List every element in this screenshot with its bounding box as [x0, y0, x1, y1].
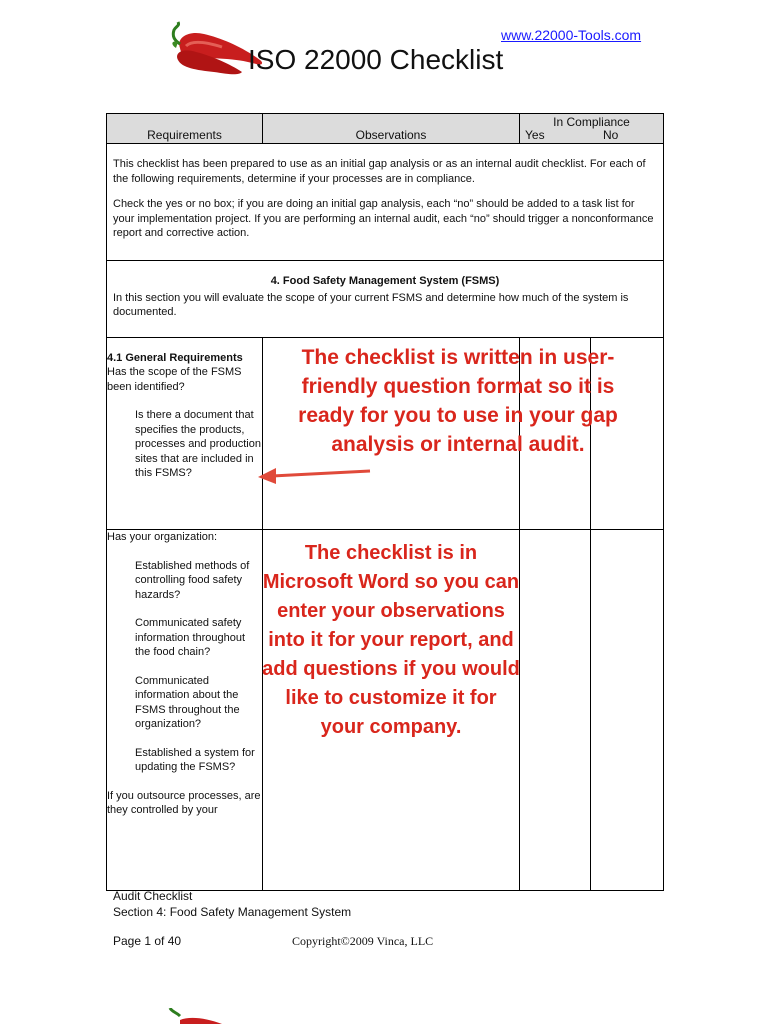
section-description: In this section you will evaluate the scope of your current FSMS and determine how much of the system is documented.: [113, 292, 629, 318]
page-title: ISO 22000 Checklist: [248, 44, 504, 75]
requirement-lead: Has your organization:: [107, 531, 218, 543]
checklist-table: [106, 113, 664, 891]
yes-cell[interactable]: [520, 530, 591, 891]
footer-copyright: Copyright©2009 Vinca, LLC: [292, 934, 434, 948]
observations-header-label: Observations: [355, 128, 427, 142]
footer-page-number: Page 1 of 40: [113, 934, 182, 948]
callout-question-format: The checklist is written in user-friendly question format so it is ready for you to use in your gap analysis or internal audit.: [298, 346, 618, 456]
requirements-header-label: Requirements: [147, 128, 222, 142]
site-link[interactable]: www.22000-Tools.com: [501, 27, 642, 43]
intro-row: [107, 144, 664, 261]
intro-cell: [107, 144, 664, 261]
arrow-left-icon: [256, 462, 372, 486]
requirement-cell: [107, 338, 263, 530]
table-header-row: [107, 114, 664, 144]
requirement-heading: 4.1 General Requirements: [107, 352, 243, 364]
section-title: 4. Food Safety Management System (FSMS): [270, 275, 500, 287]
compliance-header-label: In Compliance: [553, 115, 630, 129]
footer-section: Section 4: Food Safety Management System: [113, 905, 352, 919]
requirement-cell: [107, 530, 263, 891]
section-cell: [107, 261, 664, 338]
yes-header-label: Yes: [525, 128, 545, 142]
requirement-item: Established methods of controlling food safety hazards?: [135, 559, 250, 601]
observations-header: [263, 114, 520, 144]
requirement-sub-question: Is there a document that specifies the products, processes and production sites that are included in this FSMS?: [135, 409, 261, 479]
requirement-question: Has the scope of the FSMS been identified?: [107, 366, 242, 393]
no-cell[interactable]: [591, 530, 664, 891]
requirements-header: [107, 114, 263, 144]
requirement-item: Established a system for updating the FSMS?: [135, 746, 255, 773]
requirement-trailing: If you outsource processes, are they controlled by your: [107, 789, 261, 816]
intro-paragraph-1: This checklist has been prepared to use as an initial gap analysis or as an internal audit checklist. For each of the following requirements, determine if your processes are in compliance.: [113, 158, 646, 185]
section-row: [107, 261, 664, 338]
no-header-label: No: [603, 128, 619, 142]
footer-audit-checklist: Audit Checklist: [113, 889, 193, 903]
next-page-preview: [0, 1006, 768, 1024]
intro-paragraph-2: Check the yes or no box; if you are doing an initial gap analysis, each “no” should be added to a task list for your implementation project. If you are performing an internal audit, each “no” should trigger a nonconformance report and corrective action.: [113, 198, 654, 239]
compliance-header: [520, 114, 664, 144]
chili-pepper-icon: [166, 1008, 226, 1024]
requirement-item: Communicated information about the FSMS throughout the organization?: [135, 674, 240, 730]
callout-microsoft-word: The checklist is in Microsoft Word so you can enter your observations into it for your report, and add questions if you would like to customize it for your company.: [262, 542, 520, 738]
requirement-item: Communicated safety information throughout the food chain?: [135, 617, 246, 658]
